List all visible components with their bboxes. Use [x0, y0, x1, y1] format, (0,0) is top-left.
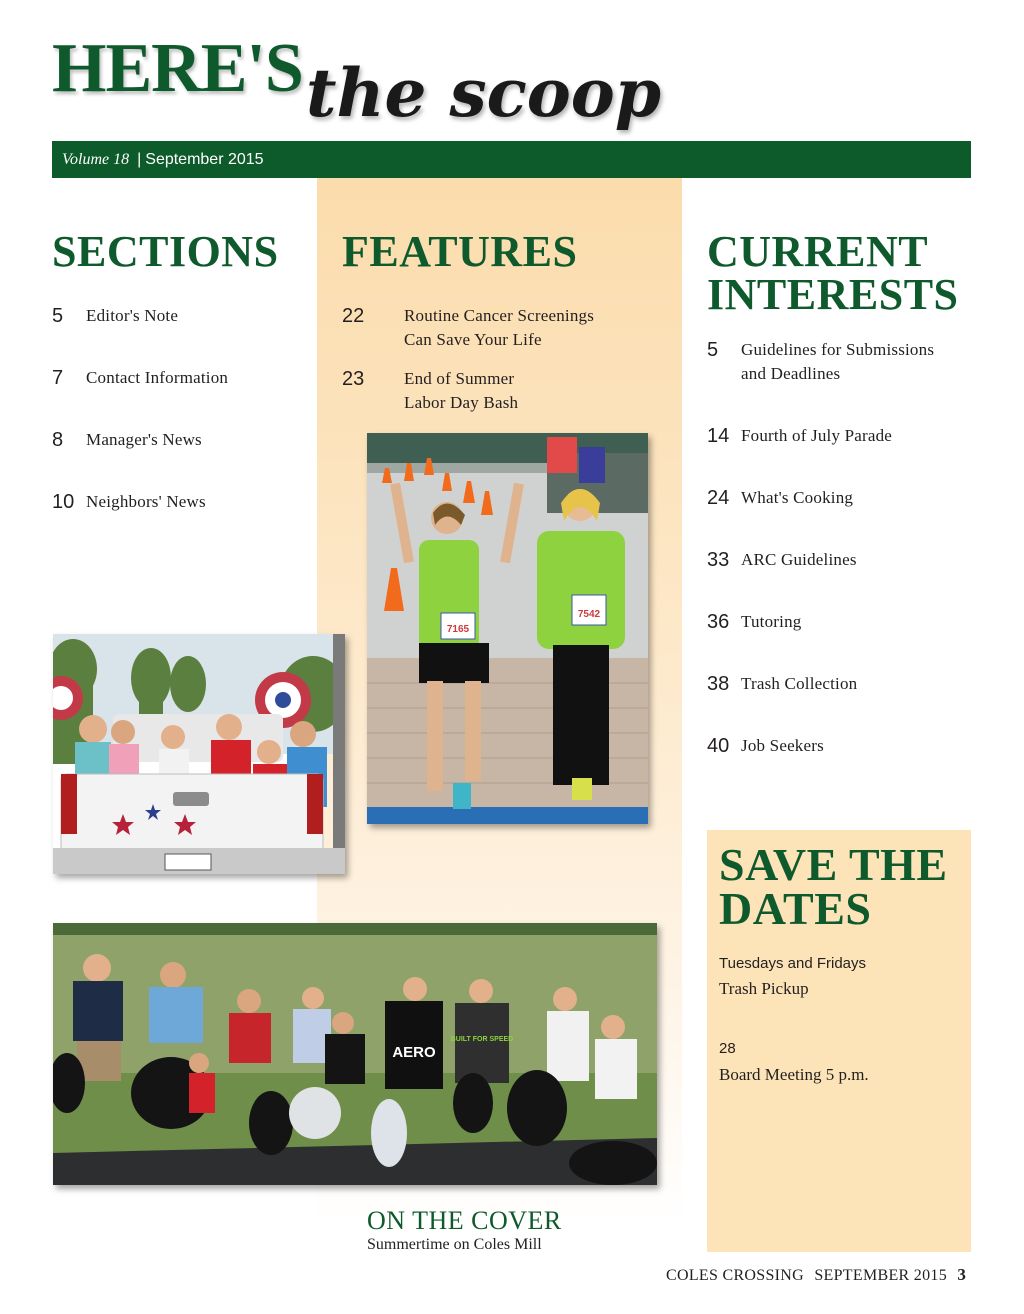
toc-label: Job Seekers	[741, 736, 824, 755]
toc-item[interactable]	[707, 486, 971, 548]
toc-label: Contact Information	[86, 368, 229, 387]
event-date: 28	[719, 1040, 736, 1057]
runners-photo	[367, 433, 648, 824]
shirt-2-print: BUILT FOR SPEED	[450, 1036, 514, 1043]
heading-line: INTERESTS	[707, 270, 959, 319]
issue-band	[52, 141, 971, 178]
toc-item[interactable]	[342, 304, 672, 367]
sections-heading: SECTIONS	[52, 227, 279, 276]
sections-list	[52, 304, 302, 552]
sections-column	[52, 227, 302, 552]
toc-label	[741, 338, 934, 386]
page-number: 5	[707, 339, 719, 361]
toc-label-line: End of Summer	[404, 369, 515, 388]
toc-label: ARC Guidelines	[741, 550, 857, 569]
page-number-footer: 3	[957, 1265, 967, 1284]
page-footer	[666, 1265, 966, 1285]
runner-1-bib: 7165	[446, 624, 470, 635]
toc-label	[404, 304, 594, 352]
toc-item[interactable]	[707, 548, 971, 610]
on-the-cover-caption: Summertime on Coles Mill	[367, 1236, 542, 1253]
page-number: 38	[707, 673, 730, 695]
toc-label: Manager's News	[86, 430, 202, 449]
toc-label: Fourth of July Parade	[741, 426, 893, 445]
page-number: 40	[707, 735, 730, 757]
current-interests-heading	[707, 227, 971, 319]
toc-item[interactable]	[707, 424, 971, 486]
heading-line: CURRENT	[707, 227, 929, 276]
issue-date: September 2015	[145, 150, 264, 168]
event-description: Trash Pickup	[719, 979, 809, 998]
masthead-scoop: the scoop	[306, 54, 661, 132]
toc-label: What's Cooking	[741, 488, 854, 507]
features-list	[342, 304, 672, 430]
page-number: 23	[342, 368, 365, 390]
event-description: Board Meeting 5 p.m.	[719, 1065, 869, 1084]
page-number: 8	[52, 429, 64, 451]
page-number: 33	[707, 549, 730, 571]
toc-item[interactable]	[342, 367, 672, 430]
heading-line: DATES	[719, 883, 872, 934]
toc-label-line: Routine Cancer Screenings	[404, 306, 595, 325]
cover-photo	[53, 923, 657, 1185]
page-number: 7	[52, 367, 64, 389]
toc-item[interactable]	[707, 610, 971, 672]
toc-label-line: and Deadlines	[741, 364, 841, 383]
on-the-cover-heading: ON THE COVER	[367, 1206, 562, 1235]
toc-label	[404, 367, 518, 415]
toc-item[interactable]	[707, 734, 971, 796]
save-the-dates-heading	[719, 839, 964, 934]
masthead-heres: HERE'S	[52, 30, 303, 107]
toc-label: Tutoring	[741, 612, 802, 631]
toc-item[interactable]	[52, 428, 302, 490]
toc-item[interactable]	[707, 672, 971, 734]
page-number: 22	[342, 305, 365, 327]
toc-item[interactable]	[52, 304, 302, 366]
runner-2-bib: 7542	[577, 609, 601, 620]
current-interests-column	[707, 227, 971, 796]
toc-label-line: Can Save Your Life	[404, 330, 542, 349]
issue-month: SEPTEMBER 2015	[814, 1267, 947, 1284]
event-date: Tuesdays and Fridays	[719, 955, 867, 972]
publication-name: COLES CROSSING	[666, 1267, 805, 1284]
volume-number: Volume 18	[62, 150, 130, 168]
features-heading: FEATURES	[342, 227, 578, 276]
toc-label: Trash Collection	[741, 674, 858, 693]
heading-line: SAVE THE	[719, 839, 948, 890]
features-column	[342, 227, 672, 430]
band-separator: |	[137, 150, 142, 168]
page-number: 36	[707, 611, 730, 633]
toc-label: Neighbors' News	[86, 492, 206, 511]
toc-item[interactable]	[707, 338, 971, 424]
toc-item[interactable]	[52, 366, 302, 428]
toc-item[interactable]	[52, 490, 302, 552]
toc-label-line: Labor Day Bash	[404, 393, 519, 412]
page-number: 5	[52, 305, 64, 327]
shirt-1-print: AERO	[392, 1044, 436, 1061]
parade-photo	[53, 634, 345, 874]
toc-label: Editor's Note	[86, 306, 179, 325]
toc-label-line: Guidelines for Submissions	[741, 340, 935, 359]
page-number: 14	[707, 425, 730, 447]
page-number: 24	[707, 487, 730, 509]
page-number: 10	[52, 491, 75, 513]
current-interests-list	[707, 338, 971, 796]
